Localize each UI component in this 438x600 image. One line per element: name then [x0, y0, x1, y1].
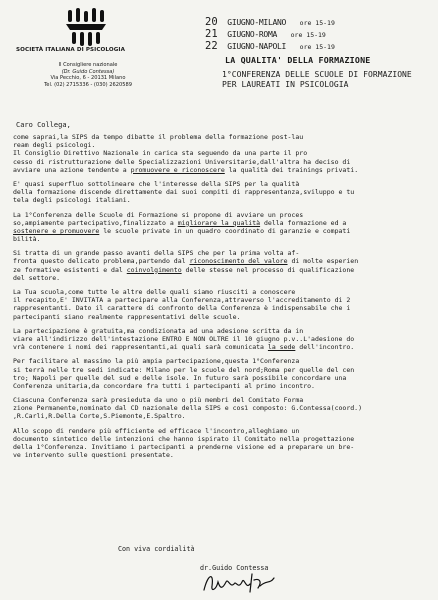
- body-line: Ciascuna Conferenza sarà presieduta da uno o più membri del Comitato Forma: [13, 396, 304, 405]
- body-line: si terrà nelle tre sedi indicate: Milano per le scuole del nord;Roma per quelle del cen: [13, 365, 355, 374]
- letter-body: [13, 133, 435, 459]
- phone: Tel. (02) 2715336 - (030) 2620589: [44, 81, 132, 88]
- date-hours: ore 15-19: [299, 43, 335, 51]
- body-line: cesso di ristrutturazione delle Specializzazioni Universitarie,dall'altra ha deciso di: [13, 157, 351, 166]
- event-dates: [205, 14, 335, 50]
- body-line: viare all'indirizzo dell'intestazione ENTRO E NON OLTRE il 10 giugno p.v..L'adesione do: [13, 334, 355, 343]
- body-text: delle stesse nel processo di qualificazione: [181, 265, 355, 274]
- closing: Con viva cordialità: [118, 545, 195, 553]
- body-text: della formazione ed a: [260, 218, 347, 227]
- body-line: [13, 343, 435, 351]
- body-line: tro; Napoli per quelle del sud e delle isole. In futuro sarà possibile concordare una: [13, 373, 347, 382]
- body-line: rappresentanti. Dato il carattere di confronto della Conferenza è indispensabile che i: [13, 304, 351, 313]
- body-text: la qualità dei trainings privati.: [224, 165, 359, 174]
- event-title: LA QUALITA' DELLA FORMAZIONE: [225, 55, 371, 65]
- body-text: avviare una azione tendente a: [13, 165, 131, 174]
- date-day: 20: [205, 16, 218, 28]
- body-line: tela degli psicologi italiani.: [13, 196, 131, 205]
- handwritten-signature: [200, 568, 280, 596]
- subtitle-line: 1°CONFERENZA DELLE SCUOLE DI FORMAZIONE: [222, 70, 412, 79]
- body-text: le scuole private in un quadro coordinato di garanzie e compati: [99, 226, 351, 235]
- body-line: come saprai,la SIPS da tempo dibatte il problema della formazione post-lau: [13, 133, 304, 141]
- emphasis: migliorare la qualità: [177, 218, 261, 227]
- body-line: E' quasi superfluo sottolineare che l'interesse della SIPS per la qualità: [13, 179, 300, 188]
- body-line: Il Consiglio Direttivo Nazionale in carica sta seguendo da una parte il pro: [13, 149, 308, 158]
- body-line: [13, 219, 435, 227]
- body-line: della formazione discende direttamente dai suoi compiti di rappresentanza,sviluppo e tu: [13, 188, 355, 197]
- emphasis: promuovere e riconoscere: [130, 165, 225, 174]
- body-line: zione Permanente,nominato dal CD nazionale della SIPS e così composto: G.Contessa(coord.): [13, 404, 363, 413]
- body-line: La 1°Conferenza delle Scuole di Formazione si propone di avviare un proces: [13, 210, 304, 219]
- body-line: partecipanti siano realmente rappresentativi delle scuole.: [13, 312, 241, 321]
- body-line: [13, 166, 435, 174]
- organization-info: [28, 62, 148, 88]
- body-line: [13, 227, 435, 235]
- body-line: [13, 266, 435, 274]
- emphasis: coinvolgimento: [126, 265, 182, 274]
- body-line: [13, 257, 435, 265]
- signer-name: dr.Guido Contessa: [200, 564, 269, 572]
- date-hours: ore 15-19: [290, 31, 326, 39]
- date-line: [205, 38, 335, 50]
- date-place: GIUGNO-NAPOLI: [227, 42, 287, 51]
- body-line: ,R.Carli,R.Della Corte,S.Piemonte,E.Spaltro.: [13, 412, 186, 421]
- body-text: ze formative esistenti e dal: [13, 265, 127, 274]
- body-text: di molte esperien: [287, 257, 359, 266]
- body-line: Allo scopo di rendere più efficiente ed efficace l'incontro,alleghiamo un: [13, 426, 300, 435]
- date-hours: ore 15-19: [299, 19, 335, 27]
- subtitle-line: PER LAUREATI IN PSICOLOGIA: [222, 80, 349, 89]
- emphasis: riconoscimento del valore: [189, 257, 288, 266]
- body-text: fronta questo delicato problema,partendo dal: [13, 257, 190, 266]
- body-text: so,ampiamente partecipativo,finalizzato a: [13, 218, 178, 227]
- body-text: vrà contenere i nomi dei rappresentanti,ai quali sarà comunicata: [13, 343, 268, 352]
- salutation: Caro Collega,: [16, 121, 71, 129]
- body-line: Per facilitare al massimo la più ampia partecipazione,questa 1°Conferenza: [13, 357, 300, 366]
- body-line: ream degli psicologi.: [13, 141, 96, 150]
- body-line: Conferenza unitaria,da concordare fra tutti i partecipanti al primo incontro.: [13, 381, 315, 390]
- emphasis: sostenere e promuovere: [13, 226, 100, 235]
- date-place: GIUGNO-ROMA: [227, 30, 277, 39]
- sips-logo-icon: [62, 8, 110, 48]
- address: Via Pecchio, 6 - 20131 Milano: [50, 75, 126, 82]
- body-line: La Tua scuola,come tutte le altre delle quali siamo riusciti a conoscere: [13, 288, 296, 296]
- body-line: Si tratta di un grande passo avanti della SIPS che per la prima volta af-: [13, 249, 300, 258]
- date-day: 21: [205, 28, 218, 40]
- body-line: bilità.: [13, 235, 41, 244]
- body-line: documento sintetico delle intenzioni che hanno ispirato il Comitato nella progettazione: [13, 434, 355, 443]
- body-text: dell'incontro.: [295, 343, 355, 352]
- body-line: La partecipazione è gratuita,ma condizionata ad una adesione scritta da in: [13, 326, 304, 335]
- body-line: il recapito,E' INVITATA a partecipare alla Conferenza,attraverso l'accreditamento di 2: [13, 296, 351, 305]
- date-place: GIUGNO-MILANO: [227, 18, 287, 27]
- date-day: 22: [205, 40, 218, 52]
- emphasis: la sede: [267, 343, 296, 352]
- body-line: ve intervento sulle questioni presentate.: [13, 451, 174, 460]
- event-subtitle: [222, 70, 412, 90]
- council-person: (Dr. Guido Contessa): [61, 68, 115, 75]
- council-role: Il Consigliere nazionale: [58, 62, 118, 68]
- organization-name: SOCIETÀ ITALIANA DI PSICOLOGIA: [16, 47, 126, 53]
- body-line: della 1°Conferenza. Invitiamo i partecipanti a prenderne visione ed a preparare un bre-: [13, 443, 355, 451]
- body-line: del settore.: [13, 273, 61, 282]
